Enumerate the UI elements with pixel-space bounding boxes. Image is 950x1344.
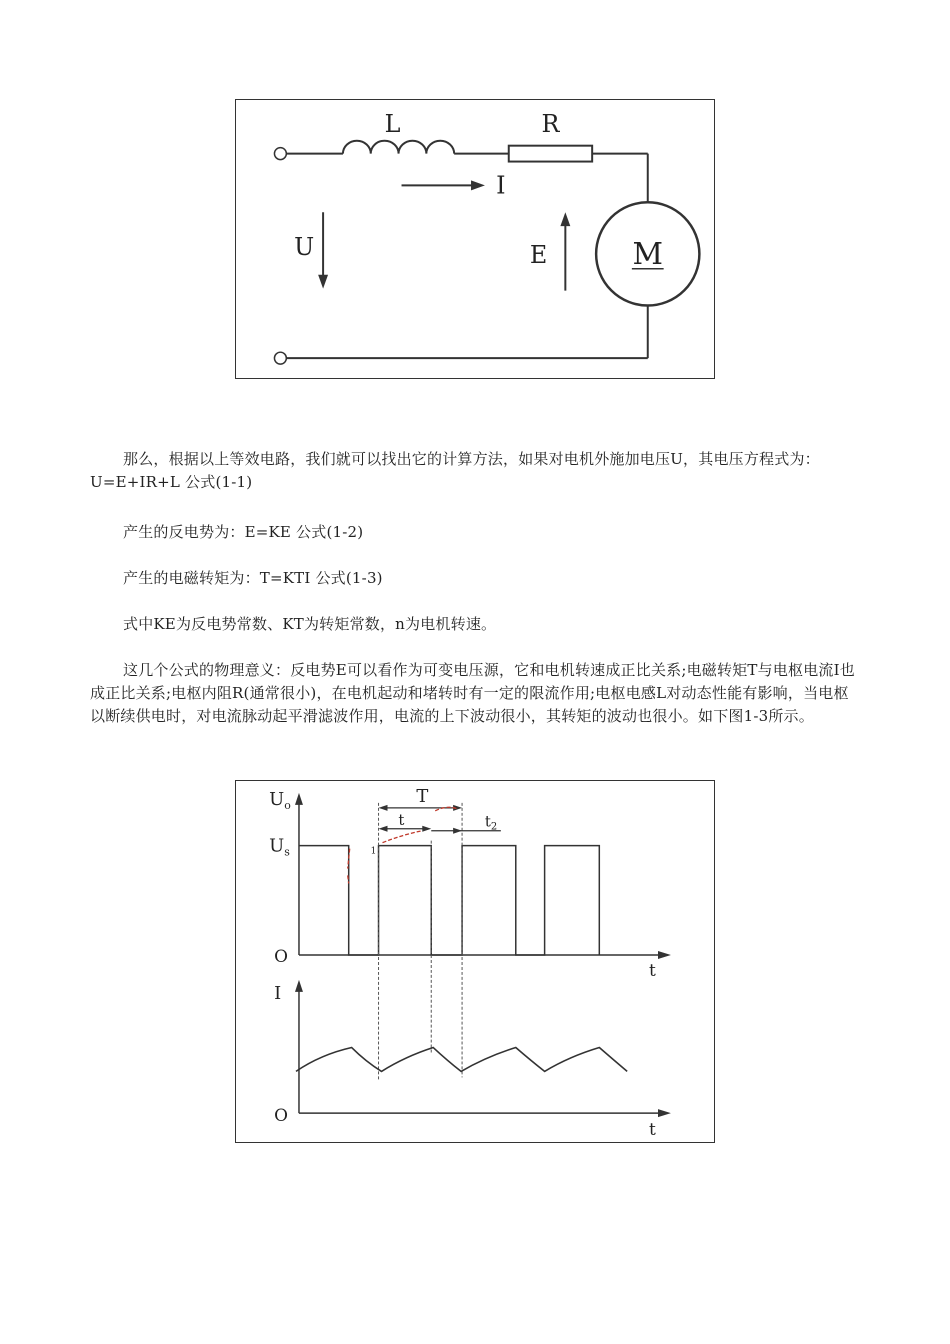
t2-label-sub: 2 bbox=[490, 821, 498, 833]
us-label bbox=[269, 836, 290, 859]
voltage-equation-paragraph: 那么，根据以上等效电路，我们就可以找出它的计算方法，如果对电机外施加电压U，其电压方程式为：U=E+IR+L 公式(1-1) bbox=[90, 450, 820, 491]
bottom-x-axis-arrow bbox=[658, 1109, 671, 1117]
bottom-terminal bbox=[274, 352, 286, 364]
period-label: T bbox=[416, 785, 429, 807]
bottom-y-axis-arrow bbox=[295, 980, 303, 992]
motor-label: M bbox=[632, 236, 663, 272]
physical-meaning-paragraph: 这几个公式的物理意义：反电势E可以看作为可变电压源，它和电机转速成正比关系;电磁转矩T与电枢电流I也成正比关系;电枢内阻R(通常很小)，在电机起动和堵转时有一定的限流作用;电枢电感L对动态性能有影响，当电枢以断续供电时，对电流脉动起平滑滤波作用，电流的上下波动很小，其转矩的波动也很小。如下图1-3所示。 bbox=[90, 661, 855, 725]
waveform-diagram bbox=[236, 781, 714, 1142]
top-x-axis-arrow bbox=[658, 951, 671, 959]
back-emf-paragraph: 产生的反电势为：E=KE 公式(1-2) bbox=[123, 523, 364, 541]
emf-label: E bbox=[529, 240, 548, 269]
t1-arrow-right bbox=[422, 826, 431, 832]
resistor bbox=[509, 146, 592, 162]
t1-label-main: t bbox=[398, 810, 405, 829]
uo-label-sub: o bbox=[284, 798, 291, 812]
constants-paragraph: 式中KE为反电势常数、KT为转矩常数，n为电机转速。 bbox=[123, 615, 497, 633]
uo-label bbox=[269, 789, 291, 812]
t1-subscript-label: 1 bbox=[370, 846, 377, 857]
bottom-origin-label: O bbox=[274, 1105, 288, 1126]
inductor-coil bbox=[343, 141, 454, 154]
resistor-label: R bbox=[541, 109, 560, 138]
voltage-label: U bbox=[294, 232, 315, 261]
torque-paragraph: 产生的电磁转矩为：T=KTI 公式(1-3) bbox=[123, 569, 383, 587]
us-label-main: U bbox=[269, 835, 285, 857]
t1-arrow-left bbox=[379, 826, 388, 832]
t2-arrow bbox=[453, 828, 462, 834]
current-label: I bbox=[496, 171, 506, 200]
top-terminal bbox=[274, 148, 286, 160]
waveform-figure bbox=[235, 780, 715, 1143]
current-ripple-waveform bbox=[296, 1048, 627, 1072]
us-label-sub: s bbox=[284, 845, 290, 859]
voltage-pulse-waveform bbox=[299, 846, 599, 955]
top-time-label: t bbox=[649, 959, 656, 980]
uo-label-main: U bbox=[269, 788, 285, 810]
period-arrow-left bbox=[379, 805, 388, 811]
top-y-axis-arrow bbox=[295, 793, 303, 805]
t2-label-main: t bbox=[484, 812, 491, 831]
t2-label bbox=[485, 813, 497, 833]
voltage-arrow-head bbox=[318, 275, 328, 289]
current-axis-label: I bbox=[274, 982, 282, 1004]
inductor-label: L bbox=[384, 109, 401, 138]
top-origin-label: O bbox=[274, 945, 288, 966]
t1-label bbox=[398, 811, 404, 829]
emf-arrow-head bbox=[560, 212, 570, 226]
circuit-figure bbox=[235, 99, 715, 379]
current-arrow-head bbox=[471, 180, 485, 190]
bottom-time-label: t bbox=[649, 1119, 656, 1140]
circuit-diagram bbox=[236, 100, 714, 378]
